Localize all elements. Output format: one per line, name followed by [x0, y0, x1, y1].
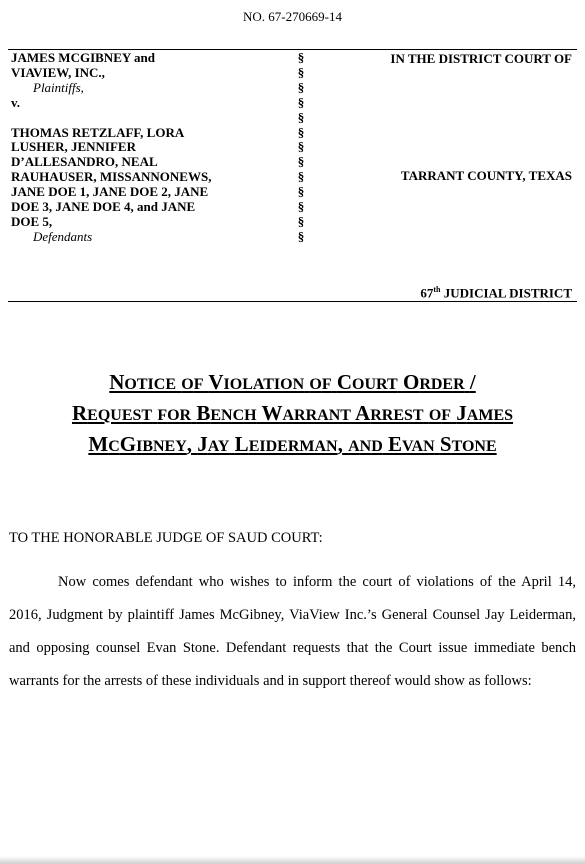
county-name: TARRANT COUNTY, TEXAS	[400, 168, 572, 183]
section-symbol: §	[297, 213, 305, 229]
party-line: RAUHAUSER, MISSANNONEWS,	[11, 169, 212, 185]
party-line: VIAVIEW, INC.,	[11, 64, 105, 80]
body-text: Now comes defendant who wishes to inform the court of violations of the April 14, 2016, Judgment by plaintiff James McGibney, ViaView Inc.’s General Counsel Jay Leiderman, and opposing counsel Evan Stone. Defendant requests that the Court issue immediate bench warrants for the arrests of these individuals and in support thereof would show as follows:	[9, 574, 576, 689]
title-line-3: MCGIBNEY, JAY LEIDERMAN, AND EVAN STONE	[88, 432, 497, 456]
section-symbol: §	[297, 64, 305, 80]
party-line: DOE 5,	[11, 213, 53, 229]
party-line: THOMAS RETZLAFF, LORA	[11, 124, 185, 140]
parties-column	[11, 51, 291, 245]
party-line: JAMES MCGIBNEY and	[11, 50, 155, 65]
body-paragraph	[9, 566, 576, 698]
title-line-1: NOTICE OF VIOLATION OF COURT ORDER /	[109, 370, 476, 394]
district-ordinal: th	[433, 285, 441, 294]
salutation: TO THE HONORABLE JUDGE OF SAUD COURT:	[9, 530, 323, 546]
document-title	[0, 368, 585, 461]
title-line-2: REQUEST FOR BENCH WARRANT ARREST OF JAMES	[71, 401, 514, 425]
court-name: IN THE DISTRICT COURT OF	[390, 51, 572, 66]
party-line: JANE DOE 1, JANE DOE 2, JANE	[11, 184, 209, 200]
page-bottom-edge	[0, 856, 585, 864]
district-label: JUDICIAL DISTRICT	[440, 285, 572, 301]
judicial-district	[420, 285, 572, 301]
plaintiffs-label: Plaintiffs,	[33, 79, 84, 95]
section-symbol: §	[297, 94, 305, 110]
section-symbol: §	[297, 154, 305, 170]
case-number: NO. 67-270669-14	[243, 9, 342, 24]
defendants-label: Defendants	[33, 228, 93, 244]
section-symbol: §	[297, 109, 305, 125]
case-caption	[8, 49, 577, 302]
party-line: DOE 3, JANE DOE 4, and JANE	[11, 199, 196, 215]
section-symbol: §	[297, 184, 305, 200]
section-symbol-column	[294, 51, 308, 245]
section-symbol: §	[297, 169, 305, 185]
party-line: LUSHER, JENNIFER	[11, 139, 136, 155]
versus-label: v.	[11, 94, 21, 110]
section-symbol: §	[297, 79, 305, 95]
section-symbol: §	[297, 139, 305, 155]
section-symbol: §	[297, 50, 305, 65]
section-symbol: §	[297, 228, 305, 244]
party-line: D’ALLESANDRO, NEAL	[11, 154, 158, 170]
section-symbol: §	[297, 199, 305, 215]
district-number: 67	[420, 285, 434, 301]
section-symbol: §	[297, 124, 305, 140]
blank-line	[11, 111, 291, 126]
